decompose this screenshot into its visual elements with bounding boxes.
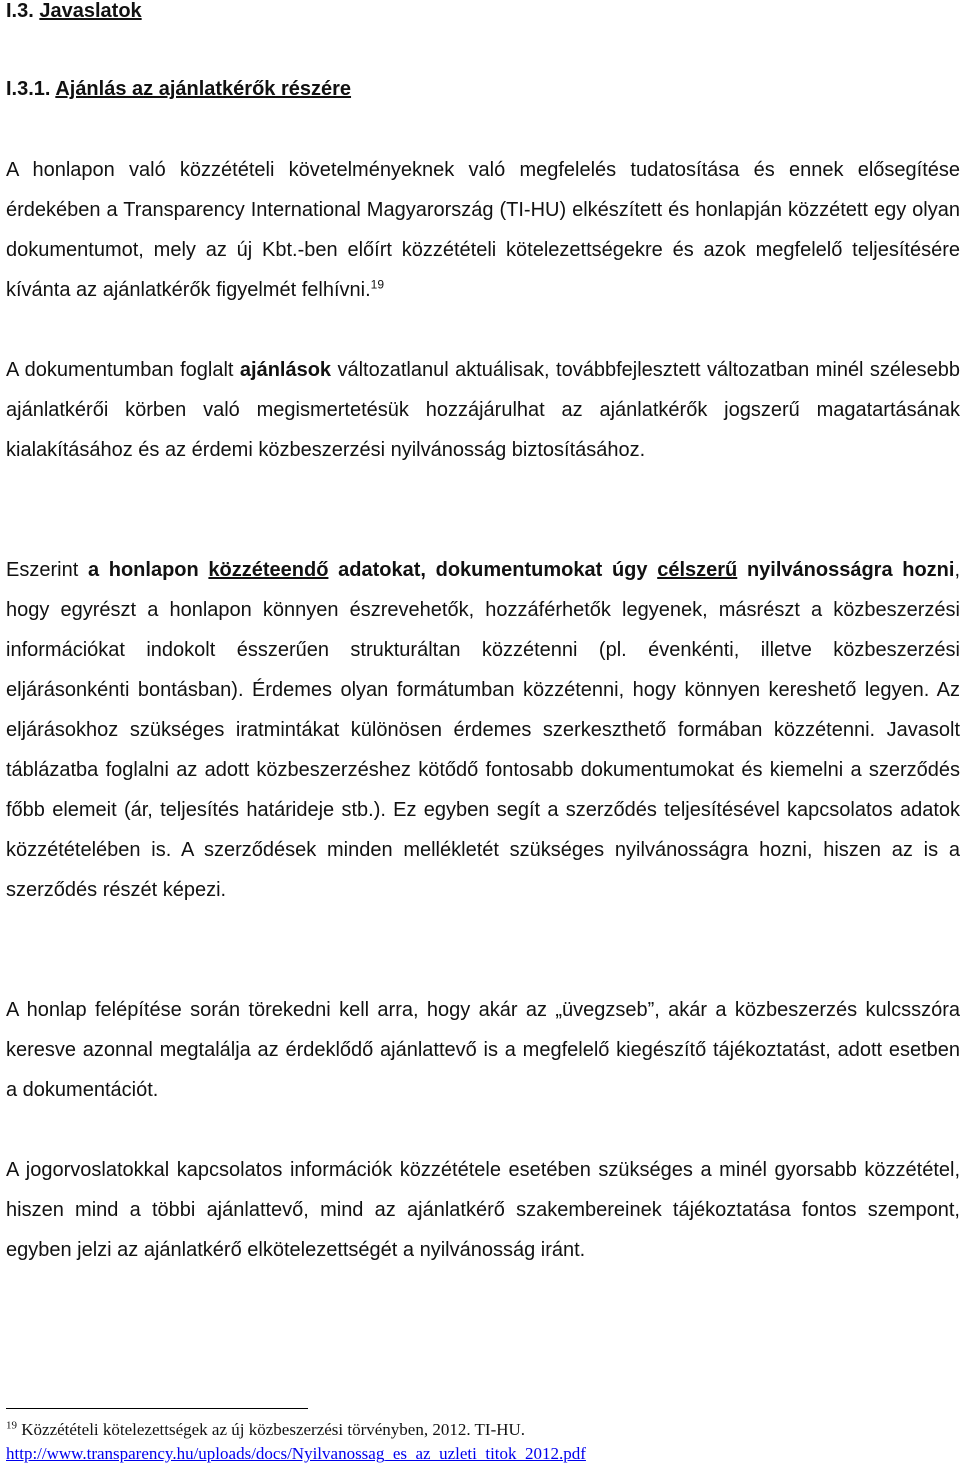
subsection-number: I.3.1.: [6, 78, 51, 100]
paragraph-publication-bold-a: a honlapon: [87, 559, 209, 581]
footnote-separator: [6, 1408, 308, 1409]
paragraph-publication-before: Eszerint: [6, 559, 88, 581]
footnote-link[interactable]: http://www.transparency.hu/uploads/docs/Nyilvanossag_es_az_uzleti_titok_2012.pdf: [6, 1444, 586, 1463]
paragraph-legal-remedies: [6, 1150, 960, 1270]
paragraph-recommendations-bold: ajánlások: [239, 359, 332, 381]
paragraph-publication-guidance: [6, 550, 960, 910]
paragraph-publication-after: , hogy egyrészt a honlapon könnyen észrevehetők, hozzáférhetők legyenek, másrészt a közbeszerzési információkat indokolt ésszerűen strukturáltan közzétenni (pl. évenkénti, illetve közbeszerzési eljárásonkénti bontásban). Érdemes olyan formátumban közzétenni, hogy könnyen kereshető legyen. Az eljárásokhoz szükséges iratmintákat különösen érdemes szerkeszthető formában közzétenni. Javasolt táblázatba foglalni az adott közbeszerzéshez kötődő fontosabb dokumentumokat és kiemelni a szerződés főbb elemeit (ár, teljesítés határideje stb.). Ez egyben segít a szerződés teljesítésével kapcsolatos adatok közzétételében is. A szerződések minden mellékletét szükséges nyilvánosságra hozni, hiszen az is a szerződés részét képezi.: [6, 559, 960, 901]
paragraph-website-structure: [6, 990, 960, 1110]
section-number: I.3.: [6, 0, 34, 22]
paragraph-publication-bold-underlined: közzéteendő: [208, 559, 329, 581]
paragraph-recommendations: [6, 350, 960, 470]
footnote-text: Közzétételi kötelezettségek az új közbeszerzési törvényben, 2012. TI-HU.: [17, 1420, 526, 1439]
footnote: [6, 1418, 960, 1466]
section-title: Javaslatok: [39, 0, 142, 22]
paragraph-legal-remedies-text: A jogorvoslatokkal kapcsolatos információk közzététele esetében szükséges a minél gyorsabb közzététel, hiszen mind a többi ajánlattevő, mind az ajánlatkérő szakembereinek tájékoztatása fontos szempont, egyben jelzi az ajánlatkérő elkötelezettségét a nyilvánosság iránt.: [6, 1159, 960, 1261]
paragraph-intro: [6, 150, 960, 310]
paragraph-publication-bold-c: nyilvánosságra hozni: [737, 559, 955, 581]
subsection-heading: [6, 78, 351, 100]
paragraph-website-structure-text: A honlap felépítése során törekedni kell arra, hogy akár az „üvegzseb”, akár a közbeszerzés kulcsszóra keresve azonnal megtalálja az érdeklődő ajánlattevő is a megfelelő kiegészítő tájékoztatást, adott esetben a dokumentációt.: [6, 999, 960, 1101]
paragraph-publication-bold-underlined-2: célszerű: [657, 559, 738, 581]
paragraph-recommendations-before: A dokumentumban foglalt: [6, 359, 240, 381]
paragraph-publication-bold-b: adatokat, dokumentumokat úgy: [328, 559, 658, 581]
paragraph-recommendations-after: változatlanul aktuálisak, továbbfejlesztett változatban minél szélesebb ajánlatkérői körben való megismertetésük hozzájárulhat az ajánlatkérők jogszerű magatartásának kialakításához és az érdemi közbeszerzési nyilvánosság biztosításához.: [6, 359, 960, 461]
section-heading: [6, 0, 142, 22]
footnote-reference[interactable]: 19: [370, 277, 384, 292]
footnote-number: 19: [6, 1419, 17, 1432]
paragraph-intro-text: A honlapon való közzétételi követelményeknek való megfelelés tudatosítása és ennek elősegítése érdekében a Transparency International Magyarország (TI-HU) elkészített és honlapján közzétett egy olyan dokumentumot, mely az új Kbt.-ben előírt közzétételi kötelezettségekre és azok megfelelő teljesítésére kívánta az ajánlatkérők figyelmét felhívni.: [6, 159, 960, 301]
subsection-title: Ajánlás az ajánlatkérők részére: [55, 78, 352, 100]
